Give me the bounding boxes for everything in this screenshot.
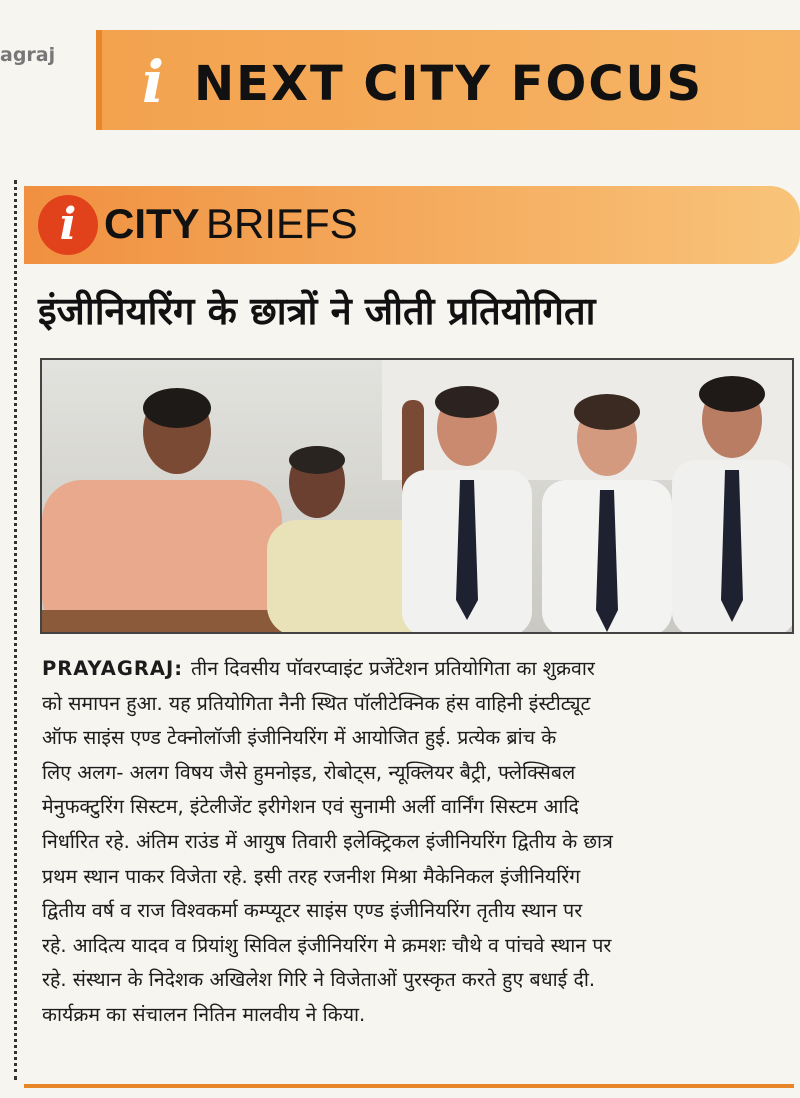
article-line: PRAYAGRAJ: तीन दिवसीय पॉवरप्वाइंट प्रजेंटेशन प्रतियोगिता का शुक्रवार bbox=[42, 657, 595, 680]
bottom-rule bbox=[24, 1084, 794, 1088]
article-line: निर्धारित रहे. अंतिम राउंड में आयुष तिवारी इलेक्ट्रिकल इंजीनियरिंग द्वितीय के छात्र bbox=[42, 829, 613, 853]
city-name-fragment: agraj bbox=[0, 44, 56, 66]
students-group-photo bbox=[42, 360, 794, 634]
article-line: लिए अलग- अलग विषय जैसे हुमनोइड, रोबोट्स, न्यूक्लियर बैट्री, फ्लेक्सिबल bbox=[42, 760, 576, 784]
article-body bbox=[42, 652, 794, 1033]
article-photo bbox=[40, 358, 794, 634]
section-label-bold: CITY bbox=[104, 200, 200, 247]
article-line: को समापन हुआ. यह प्रतियोगिता नैनी स्थित पॉलीटेक्निक हंस वाहिनी इंस्टीट्यूट bbox=[42, 691, 591, 715]
article-line: ऑफ साइंस एण्ड टेक्नोलॉजी इंजीनियरिंग में आयोजित हुई. प्रत्येक ब्रांच के bbox=[42, 726, 557, 750]
article-line: प्रथम स्थान पाकर विजेता रहे. इसी तरह रजनीश मिश्रा मैकेनिकल इंजीनियरिंग bbox=[42, 864, 581, 888]
page-section-title: NEXT CITY FOCUS bbox=[194, 56, 704, 112]
i-badge-icon: i bbox=[38, 195, 98, 255]
article-line: रहे. संस्थान के निदेशक अखिलेश गिरि ने विजेताओं पुरस्कृत करते हुए बधाई दी. bbox=[42, 968, 596, 992]
section-label-light: BRIEFS bbox=[206, 200, 358, 247]
article-line: मेनुफक्टुरिंग सिस्टम, इंटेलीजेंट इरीगेशन एवं सुनामी अर्ली वार्निंग सिस्टम आदि bbox=[42, 795, 579, 819]
article-line: कार्यक्रम का संचालन नितिन मालवीय ने किया. bbox=[42, 1002, 366, 1026]
article-line: द्वितीय वर्ष व राज विश्वकर्मा कम्प्यूटर साइंस एण्ड इंजीनियरिंग तृतीय स्थान पर bbox=[42, 899, 583, 923]
inext-logo: i bbox=[142, 48, 165, 116]
article-headline: इंजीनियरिंग के छात्रों ने जीती प्रतियोगिता bbox=[38, 289, 596, 333]
dateline: PRAYAGRAJ: bbox=[42, 657, 184, 680]
column-rule bbox=[14, 180, 18, 1080]
page-header-banner bbox=[96, 30, 800, 130]
city-briefs-bar bbox=[24, 186, 800, 264]
article-line: रहे. आदित्य यादव व प्रियांशु सिविल इंजीनियरिंग मे क्रमशः चौथे व पांचवे स्थान पर bbox=[42, 933, 612, 957]
